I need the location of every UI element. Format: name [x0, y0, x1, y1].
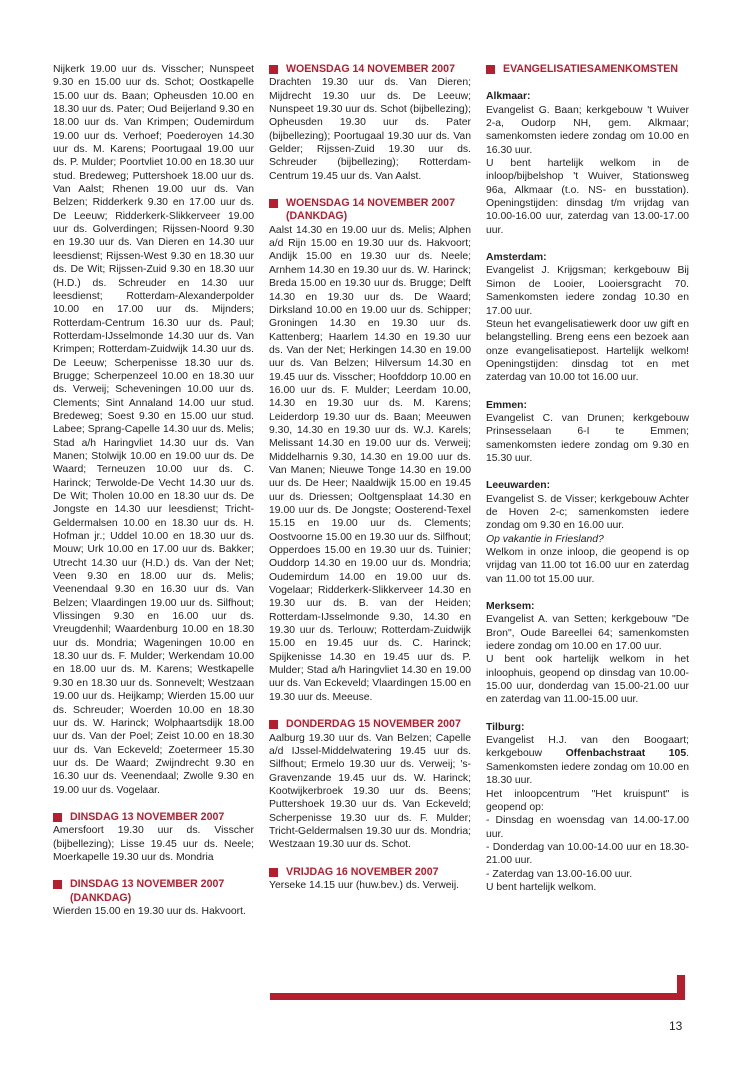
section-marker-icon: [486, 65, 495, 74]
section-heading-dinsdag: DINSDAG 13 NOVEMBER 2007: [53, 811, 254, 824]
section-marker-icon: [269, 65, 278, 74]
footer-bar-cap: [677, 975, 685, 1000]
section-text-woensdag: Drachten 19.30 uur ds. Van Dieren; Mijdrecht 19.30 uur ds. De Leeuw; Nunspeet 19.30 uur ds. Schot (bijbellezing); Opheusden 19.30 uur ds. Pater (bijbellezing); Poortugaal 19.30 uur ds. Van Gelder; Rijssen-Zuid 19.30 uur ds. Schreuder (bijbellezing); Rotterdam-Centrum 19.45 uur ds. Van Aalst.: [269, 77, 471, 182]
section-text-dinsdag-dankdag: Wierden 15.00 en 19.30 uur ds. Hakvoort.: [53, 905, 246, 917]
column-3: [486, 63, 689, 894]
page-number: 13: [669, 1019, 683, 1033]
emmen-text-1: Evangelist C. van Drunen; kerkgebouw Prinsesselaan 6-I te Emmen; samenkomsten iedere zondag om 9.30 en 15.30 uur.: [486, 412, 689, 464]
merksem-text-2: U bent ook hartelijk welkom in het inloophuis, geopend op dinsdag van 10.00-15.00 uur, donderdag van 15.00-21.00 uur en zaterdag van 11.00-15.00 uur.: [486, 654, 689, 706]
section-heading-donderdag: DONDERDAG 15 NOVEMBER 2007: [269, 718, 471, 731]
amsterdam-text-2: Steun het evangelisatiewerk door uw gift en belangstelling. Breng eens een bezoek aan onze evangelisatiepost. Hartelijk welkom! Openingstijden: dinsdag tot en met zaterdag van 10.00 tot 16.00 uur.: [486, 318, 689, 384]
section-heading-woensdag-dankdag: WOENSDAG 14 NOVEMBER 2007 (DANKDAG): [269, 197, 471, 224]
tilburg-list-item-2: - Donderdag van 10.00-14.00 uur en 18.30-21.00 uur.: [486, 841, 689, 867]
leeuwarden-text-3: Welkom in onze inloop, die geopend is op vrijdag van 11.00 tot 16.00 uur en zaterdag van 11.00 tot 15.00 uur.: [486, 547, 689, 585]
tilburg-text-2: Het inloopcentrum "Het kruispunt" is geopend op:: [486, 788, 689, 813]
section-marker-icon: [53, 880, 62, 889]
column-1: [53, 63, 254, 918]
tilburg-address: Offenbachstraat 105: [565, 748, 687, 760]
place-heading-alkmaar: Alkmaar:: [486, 91, 531, 103]
leeuwarden-text-2: Op vakantie in Friesland?: [486, 533, 604, 545]
column-2: [269, 63, 471, 892]
section-heading-evangelisatie: EVANGELISATIESAMENKOMSTEN: [486, 63, 689, 76]
alkmaar-text-1: Evangelist G. Baan; kerkgebouw 't Wuiver 2-a, Oudorp NH, gem. Alkmaar; samenkomsten iedere zondag om 10.00 en 16.30 uur.: [486, 104, 689, 156]
tilburg-welcome: U bent hartelijk welkom.: [486, 881, 597, 893]
section-text-woensdag-dankdag: Aalst 14.30 en 19.00 uur ds. Melis; Alphen a/d Rijn 15.00 en 19.30 uur ds. Hakvoort; Andijk 15.00 en 19.30 uur ds. Neele; Arnhem 14.30 en 19.30 uur ds. W. Harinck; Breda 15.00 en 19.30 uur ds. Brugge; Delft 14.30 en 19.30 uur ds. De Waard; Dirksland 10.00 en 19.00 uur ds. Schipper; Groningen 14.30 en 19.30 uur ds. Kattenberg; Haarlem 14.30 en 19.30 uur ds. Van der Net; Herkingen 14.30 en 19.00 uur ds. Van Belzen; Hilversum 14.30 en 19.45 uur ds. Visscher; Hoofddorp 10.00 en 16.00 uur ds. F. Mulder; Leerdam 10.00, 14.30 en 19.30 uur ds. M. Karens; Leiderdorp 19.30 uur ds. Baan; Meeuwen 9.30, 14.30 en 19.30 uur ds. W.J. Karels; Melissant 14.30 en 19.00 uur ds. Verweij; Middelharnis 9.30, 14.30 en 19.00 uur ds. Van Manen; Nieuwe Tonge 14.30 en 19.00 uur ds. De Heer; Naaldwijk 15.00 en 19.45 uur ds. Driessen; Ooltgensplaat 14.30 en 19.00 uur ds. De Jongste; Oosterend-Texel 15.15 en 19.00 uur ds. Clements; Oostvoorne 15.00 en 19.30 uur ds. Silfhout; Opperdoes 15.00 en 19.30 uur ds. Tuinier; Ouddorp 14.30 en 19.00 uur ds. Mondria; Oudemirdum 14.00 en 19.00 uur ds. Vogelaar; Ridderkerk-Slikkerveer 14.30 en 19.30 uur ds. B. van der Heiden; Rotterdam-IJsselmonde 9.30, 14.30 en 19.30 uur ds. Terlouw; Rotterdam-Zuidwijk 15.00 en 19.45 uur ds. C. Harinck; Spijkenisse 14.30 en 19.45 uur ds. P. Mulder; Stad a/h Haringvliet 14.30 en 19.00 uur ds. Van Eckeveld; Vlaardingen 15.00 en 19.30 uur ds. Meeuse.: [269, 224, 471, 703]
section-heading-woensdag: WOENSDAG 14 NOVEMBER 2007: [269, 63, 471, 76]
section-marker-icon: [269, 199, 278, 208]
amsterdam-text-1: Evangelist J. Krijgsman; kerkgebouw Bij Simon de Looier, Looiersgracht 70. Samenkomsten iedere zondag 10.30 en 17.00 uur.: [486, 265, 689, 317]
tilburg-list-item-3: - Zaterdag van 13.00-16.00 uur.: [486, 868, 633, 880]
section-marker-icon: [269, 720, 278, 729]
place-heading-merksem: Merksem:: [486, 601, 535, 613]
section-heading-dinsdag-dankdag: DINSDAG 13 NOVEMBER 2007 (DANKDAG): [53, 878, 254, 905]
section-marker-icon: [53, 813, 62, 822]
section-marker-icon: [269, 868, 278, 877]
place-heading-emmen: Emmen:: [486, 399, 527, 411]
schedule-continued-text: Nijkerk 19.00 uur ds. Visscher; Nunspeet 9.30 en 15.00 uur ds. Schot; Oostkapelle 15.00 uur ds. Baan; Opheusden 10.00 en 18.30 uur ds. Pater; Oud Beijerland 9.30 en 18.00 uur ds. Van Krimpen; Oudemirdum 19.00 uur ds. Verhoef; Poederoyen 14.30 uur ds. M. Karens; Poortugaal 19.00 uur ds. P. Mulder; Poortvliet 10.00 en 18.30 uur stud. Bredeweg; Puttershoek 18.00 uur ds. Van Aalst; Rhenen 19.00 uur ds. Van Belzen; Ridderkerk 9.30 en 17.00 uur ds. De Leeuw; Ridderkerk-Slikkerveer 19.00 uur ds. Golverdingen; Rijssen-Noord 9.30 en 19.30 uur ds. Van Dieren en 14.30 uur leesdienst; Rijssen-West 9.30 en 18.30 uur ds. De Wit; Rijssen-Zuid 9.30 en 18.30 uur (H.D.) ds. Schreuder en 14.30 uur leesdienst; Rotterdam-Alexanderpolder 10.00 en 17.00 uur ds. Mijnders; Rotterdam-Centrum 16.30 uur ds. Paul; Rotterdam-IJsselmonde 14.30 uur ds. Van Krimpen; Rotterdam-Zuidwijk 14.30 uur ds. De Leeuw; Scherpenisse 18.30 uur ds. Brugge; Scherpenzeel 10.00 en 18.30 uur ds. Verweij; Scheveningen 10.00 uur ds. Clements; Sint Annaland 14.00 uur stud. Bredeweg; Soest 9.30 en 15.00 uur stud. Labee; Sprang-Capelle 14.30 uur ds. Melis; Stad a/h Haringvliet 14.30 uur ds. Van Manen; Stolwijk 10.00 en 19.00 uur ds. De Waard; Terneuzen 10.00 uur ds. C. Harinck; Terwolde-De Vecht 14.30 uur ds. De Wit; Tholen 10.00 en 18.30 uur ds. De Jongste en 14.30 uur leesdienst; Tricht-Geldermalsen 10.00 en 18.30 uur ds. H. Hofman jr.; Uddel 10.00 en 18.30 uur ds. Mouw; Urk 10.00 en 17.00 uur ds. Bakker; Utrecht 14.30 uur (H.D.) ds. Van der Net; Veen 9.30 en 18.00 uur ds. Melis; Veenendaal 9.30 en 16.30 uur ds. Van Belzen; Vlaardingen 19.00 uur ds. Silfhout; Vlissingen 9.30 en 16.00 uur ds. Vreugdenhil; Waardenburg 10.00 en 18.30 uur ds. Mondria; Wageningen 10.00 en 18.30 uur ds. F. Mulder; Werkendam 10.00 en 18.00 uur ds. M. Karens; Westkapelle 9.30 en 18.30 uur ds. Sonnevelt; Westzaan 19.00 uur ds. Heijkamp; Wierden 15.00 uur ds. Schreuder; Woerden 10.00 en 18.30 uur ds. W. Harinck; Wolphaartsdijk 18.00 uur ds. Van der Poel; Zeist 10.00 en 18.30 uur ds. Van Eckeveld; Zoetermeer 15.30 uur ds. De Waard; Zwijndrecht 9.30 en 16.30 uur ds. Veenendaal; Zwolle 9.30 en 19.00 uur ds. Vogelaar.: [53, 64, 254, 796]
section-text-donderdag: Aalburg 19.30 uur ds. Van Belzen; Capelle a/d IJssel-Middelwatering 19.45 uur ds. Silfhout; Ermelo 19.30 uur ds. Verweij; 's-Gravenzande 19.45 uur ds. W. Harinck; Kootwijkerbroek 19.30 uur ds. Beens; Puttershoek 19.30 uur ds. Van Eckeveld; Scherpenisse 19.30 uur ds. F. Mulder; Tricht-Geldermalsen 19.30 uur ds. Mondria; Westzaan 19.30 uur ds. Schot.: [269, 732, 471, 851]
section-text-vrijdag: Yerseke 14.15 uur (huw.bev.) ds. Verweij.: [269, 879, 460, 891]
merksem-text-1: Evangelist A. van Setten; kerkgebouw "De Bron", Oude Bareellei 64; samenkomsten iedere zondag om 10.00 en 17.00 uur.: [486, 614, 689, 653]
place-heading-tilburg: Tilburg:: [486, 721, 525, 733]
place-heading-leeuwarden: Leeuwarden:: [486, 480, 551, 492]
tilburg-text-1: Evangelist H.J. van den Boogaart; kerkgebouw Offenbachstraat 105. Samenkomsten iedere zondag om 10.00 en 18.30 uur.: [486, 735, 689, 787]
tilburg-list-item-1: - Dinsdag en woensdag van 14.00-17.00 uur.: [486, 815, 689, 840]
section-heading-vrijdag: VRIJDAG 16 NOVEMBER 2007: [269, 866, 471, 879]
footer-bar: [270, 993, 685, 1000]
alkmaar-text-2: U bent hartelijk welkom in de inloop/bijbelshop 't Wuiver, Stationsweg 96a, Alkmaar (t.o. NS- en busstation). Openingstijden: dinsdag t/m vrijdag van 10.00-16.00 uur, zaterdag van 13.00-17.00 uur.: [486, 158, 689, 236]
leeuwarden-text-1: Evangelist S. de Visser; kerkgebouw Achter de Hoven 2-c; samenkomsten iedere zondag om 9.30 en 16.00 uur.: [486, 493, 689, 532]
section-text-dinsdag: Amersfoort 19.30 uur ds. Visscher (bijbellezing); Lisse 19.45 uur ds. Neele; Moerkapelle 19.30 uur ds. Mondria: [53, 825, 254, 863]
place-heading-amsterdam: Amsterdam:: [486, 252, 547, 264]
